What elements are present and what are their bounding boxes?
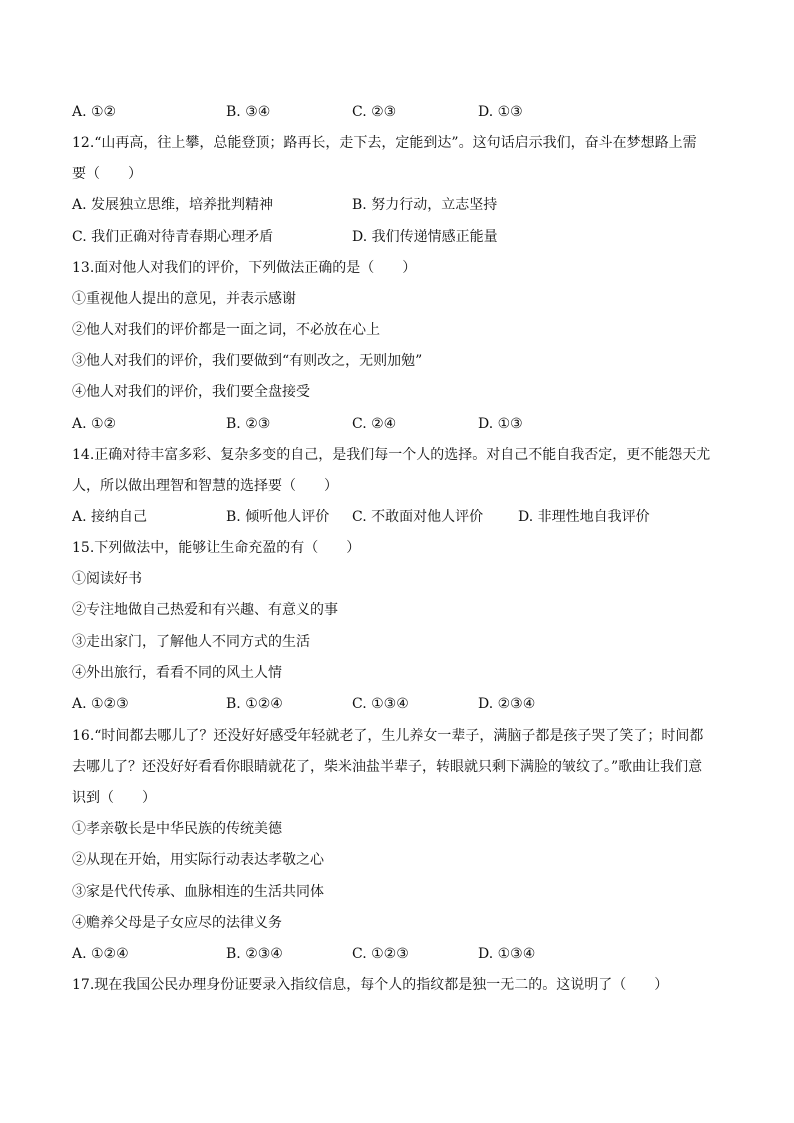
- q11-option-a: A. ①②: [72, 104, 117, 120]
- q16-item-4: ④赡养父母是子女应尽的法律义务: [72, 915, 282, 931]
- q16-stem-line1: 16.“时间都去哪儿了？还没好好感受年轻就老了，生儿养女一辈子，满脑子都是孩子哭了笑了；时间都: [72, 728, 704, 744]
- q15-item-2: ②专注地做自己热爱和有兴趣、有意义的事: [72, 602, 338, 618]
- q11-options: [72, 102, 732, 122]
- q15-stem: 15.下列做法中，能够让生命充盈的有（ ）: [72, 540, 361, 556]
- q13-option-d: D. ①③: [478, 416, 523, 432]
- q11-option-b: B. ③④: [226, 104, 271, 120]
- q17-stem: 17.现在我国公民办理身份证要录入指纹信息，每个人的指纹都是独一无二的。这说明了（ ）: [72, 977, 669, 993]
- q16-option-c: C. ①②③: [352, 946, 409, 962]
- q15-option-d: D. ②③④: [478, 696, 536, 712]
- q16-stem-line2: 去哪儿了？还没好好看看你眼睛就花了，柴米油盐半辈子，转眼就只剩下满脸的皱纹了。”歌曲让我们意: [72, 759, 703, 775]
- q15-item-3: ③走出家门，了解他人不同方式的生活: [72, 634, 310, 650]
- q12-option-c: C. 我们正确对待青春期心理矛盾: [72, 229, 274, 245]
- q16-item-3: ③家是代代传承、血脉相连的生活共同体: [72, 884, 324, 900]
- q15-options: [72, 694, 732, 714]
- q12-stem-line1: 12.“山再高，往上攀，总能登顶；路再长，走下去，定能到达”。这句话启示我们，奋斗在梦想路上需: [72, 135, 697, 151]
- q14-option-c: C. 不敢面对他人评价: [352, 509, 484, 525]
- q13-stem: 13.面对他人对我们的评价，下列做法正确的是（ ）: [72, 260, 417, 276]
- q12-option-a: A. 发展独立思维，培养批判精神: [72, 197, 274, 213]
- q15-option-c: C. ①③④: [352, 696, 409, 712]
- q16-stem-line3: 识到（ ）: [72, 790, 156, 806]
- q15-option-b: B. ①②④: [226, 696, 283, 712]
- q13-option-b: B. ②③: [226, 416, 271, 432]
- q13-item-1: ①重视他人提出的意见，并表示感谢: [72, 291, 296, 307]
- q14-stem-line2: 人，所以做出理智和智慧的选择要（ ）: [72, 478, 338, 494]
- q15-item-4: ④外出旅行，看看不同的风土人情: [72, 665, 282, 681]
- q12-option-b: B. 努力行动，立志坚持: [352, 197, 498, 213]
- q13-item-4: ④他人对我们的评价，我们要全盘接受: [72, 384, 310, 400]
- q15-option-a: A. ①②③: [72, 696, 129, 712]
- q12-stem-line2: 要（ ）: [72, 166, 142, 182]
- q14-options: [72, 507, 732, 527]
- q16-option-d: D. ①③④: [478, 946, 536, 962]
- q15-item-1: ①阅读好书: [72, 571, 142, 587]
- q16-item-2: ②从现在开始，用实际行动表达孝敬之心: [72, 852, 324, 868]
- q12-option-d: D. 我们传递情感正能量: [352, 229, 498, 245]
- q12-options-row1: [72, 195, 732, 215]
- q16-option-b: B. ②③④: [226, 946, 283, 962]
- q13-option-a: A. ①②: [72, 416, 117, 432]
- q13-item-3: ③他人对我们的评价，我们要做到“有则改之，无则加勉”: [72, 353, 423, 369]
- q14-option-b: B. 倾听他人评价: [226, 509, 330, 525]
- q16-options: [72, 944, 732, 964]
- q14-option-d: D. 非理性地自我评价: [518, 509, 650, 525]
- q13-option-c: C. ②④: [352, 416, 397, 432]
- q12-options-row2: [72, 227, 732, 247]
- q16-item-1: ①孝亲敬长是中华民族的传统美德: [72, 821, 282, 837]
- q13-item-2: ②他人对我们的评价都是一面之词，不必放在心上: [72, 322, 380, 338]
- q14-stem-line1: 14.正确对待丰富多彩、复杂多变的自己，是我们每一个人的选择。对自己不能自我否定，更不能怨天尤: [72, 447, 711, 463]
- q13-options: [72, 414, 732, 434]
- q11-option-d: D. ①③: [478, 104, 523, 120]
- q16-option-a: A. ①②④: [72, 946, 129, 962]
- q14-option-a: A. 接纳自己: [72, 509, 148, 525]
- q11-option-c: C. ②③: [352, 104, 397, 120]
